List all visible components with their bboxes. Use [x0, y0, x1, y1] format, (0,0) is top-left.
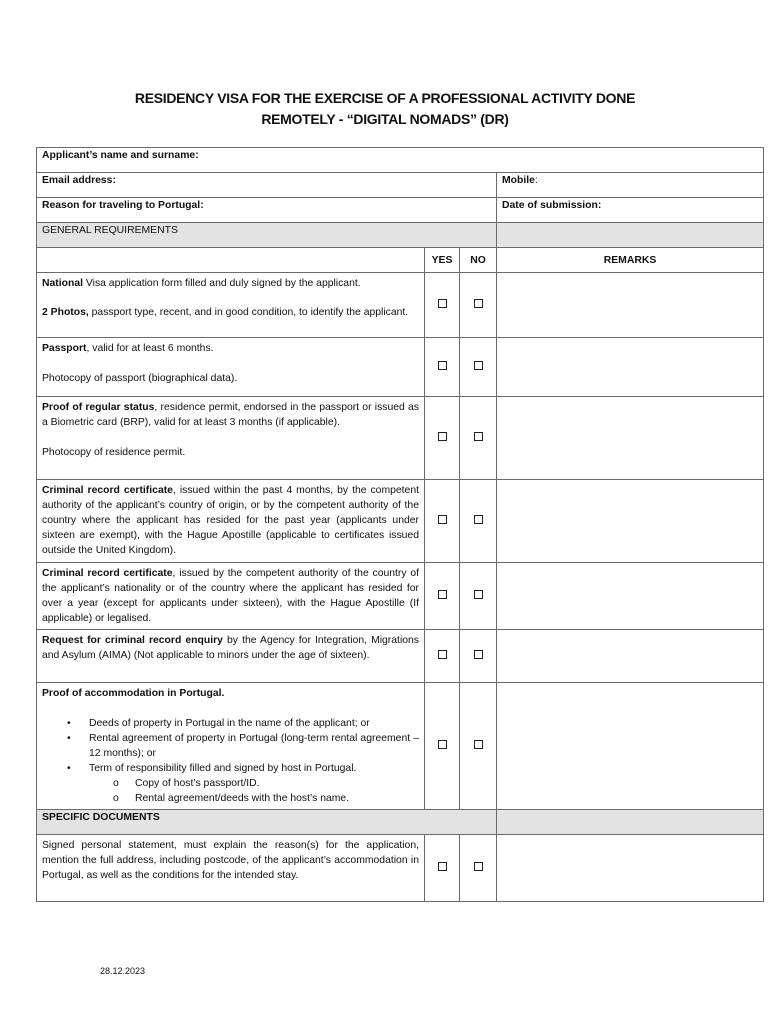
req-heading: Proof of accommodation in Portugal.	[42, 688, 225, 699]
no-checkbox[interactable]	[474, 515, 483, 524]
yes-checkbox[interactable]	[438, 361, 447, 370]
no-checkbox-cell[interactable]	[460, 273, 497, 338]
req-bold: 2 Photos,	[42, 307, 89, 318]
yes-checkbox-cell[interactable]	[425, 273, 460, 338]
yes-checkbox-cell[interactable]	[425, 683, 460, 810]
requirement-text	[37, 835, 425, 902]
document-title	[0, 88, 770, 130]
requirement-text	[37, 480, 425, 563]
yes-checkbox[interactable]	[438, 862, 447, 871]
yes-checkbox[interactable]	[438, 590, 447, 599]
yes-checkbox-cell[interactable]	[425, 835, 460, 902]
reason-field[interactable]	[37, 198, 497, 223]
remarks-field[interactable]	[497, 397, 764, 480]
no-checkbox[interactable]	[474, 650, 483, 659]
yes-checkbox[interactable]	[438, 650, 447, 659]
requirement-row-criminal-record-nationality	[37, 563, 764, 630]
column-no: NO	[460, 248, 497, 273]
list-item: • Deeds of property in Portugal in the name of the applicant; or	[89, 716, 419, 731]
requirement-text	[37, 397, 425, 480]
req-text: Photocopy of passport (biographical data).	[42, 373, 238, 384]
no-checkbox[interactable]	[474, 862, 483, 871]
requirement-text	[37, 563, 425, 630]
req-bold: Criminal record certificate	[42, 568, 173, 579]
yes-checkbox-cell[interactable]	[425, 480, 460, 563]
requirement-row-passport	[37, 338, 764, 397]
yes-checkbox-cell[interactable]	[425, 563, 460, 630]
general-requirements-header	[37, 223, 764, 248]
remarks-field[interactable]	[497, 480, 764, 563]
list-item: • Rental agreement of property in Portugal (long-term rental agreement – 12 months); or	[89, 731, 419, 761]
req-text: , valid for at least 6 months.	[86, 343, 214, 354]
requirement-row-accommodation	[37, 683, 764, 810]
yes-checkbox[interactable]	[438, 299, 447, 308]
no-checkbox-cell[interactable]	[460, 630, 497, 683]
applicant-name-field[interactable]	[37, 148, 764, 173]
no-checkbox[interactable]	[474, 361, 483, 370]
sub-list-item: o Copy of host’s passport/ID.	[135, 776, 419, 791]
requirement-row-personal-statement	[37, 835, 764, 902]
column-header-blank	[37, 248, 425, 273]
footer-date: 28.12.2023	[100, 966, 146, 976]
requirement-text	[37, 630, 425, 683]
applicant-name-label: Applicant’s name and surname:	[42, 150, 199, 161]
general-requirements-spacer	[497, 223, 764, 248]
title-line-1: RESIDENCY VISA FOR THE EXERCISE OF A PROFESSIONAL ACTIVITY DONE	[134, 90, 636, 106]
remarks-field[interactable]	[497, 835, 764, 902]
no-checkbox[interactable]	[474, 740, 483, 749]
title-line-2: REMOTELY - “DIGITAL NOMADS” (DR)	[261, 111, 509, 127]
general-requirements-label: GENERAL REQUIREMENTS	[37, 223, 497, 248]
req-text: by the Agency for Integration, Migrations and Asylum (AIMA) (Not applicable to minors under the age of sixteen).	[42, 635, 419, 661]
requirement-row-criminal-record-enquiry	[37, 630, 764, 683]
column-yes: YES	[425, 248, 460, 273]
req-text: , residence permit, endorsed in the passport or issued as a Biometric card (BRP), valid for at least 3 months (if applicable).	[42, 402, 419, 428]
req-bold: Passport	[42, 343, 87, 354]
no-checkbox[interactable]	[474, 432, 483, 441]
mobile-field[interactable]	[497, 173, 764, 198]
mobile-label: Mobile	[502, 175, 535, 186]
req-text: Signed personal statement, must explain the reason(s) for the application, mention the full address, including postcode, of the applicant’s accommodation in Portugal, as well as the conditions for the intended stay.	[42, 840, 419, 881]
no-checkbox[interactable]	[474, 299, 483, 308]
req-bold: Proof of regular status	[42, 402, 155, 413]
req-bold: Criminal record certificate	[42, 485, 173, 496]
remarks-field[interactable]	[497, 273, 764, 338]
req-text: , issued by the competent authority of the country of the applicant’s nationality or of the country where the applicant has resided for over a year (except for applicants under sixteen), with the Hague Apostille (If applicable) or legalised.	[42, 568, 420, 624]
column-header-row	[37, 248, 764, 273]
requirement-text	[37, 273, 425, 338]
no-checkbox-cell[interactable]	[460, 563, 497, 630]
no-checkbox[interactable]	[474, 590, 483, 599]
remarks-field[interactable]	[497, 338, 764, 397]
remarks-field[interactable]	[497, 630, 764, 683]
no-checkbox-cell[interactable]	[460, 480, 497, 563]
column-remarks: REMARKS	[497, 248, 764, 273]
requirement-text	[37, 683, 425, 810]
host-sublist	[89, 776, 419, 806]
email-field[interactable]	[37, 173, 497, 198]
yes-checkbox-cell[interactable]	[425, 630, 460, 683]
req-bold: National	[42, 278, 83, 289]
no-checkbox-cell[interactable]	[460, 397, 497, 480]
specific-documents-label: SPECIFIC DOCUMENTS	[37, 810, 497, 835]
requirement-row-application-form	[37, 273, 764, 338]
yes-checkbox-cell[interactable]	[425, 338, 460, 397]
date-field[interactable]	[497, 198, 764, 223]
yes-checkbox-cell[interactable]	[425, 397, 460, 480]
list-item	[89, 761, 419, 806]
requirements-table	[36, 147, 764, 902]
req-bold: Request for criminal record enquiry	[42, 635, 223, 646]
specific-documents-spacer	[497, 810, 764, 835]
req-text: passport type, recent, and in good condition, to identify the applicant.	[88, 307, 409, 318]
req-text: Photocopy of residence permit.	[42, 447, 186, 458]
email-mobile-row	[37, 173, 764, 198]
email-label: Email address:	[42, 175, 116, 186]
req-text: , issued within the past 4 months, by the competent authority of the applicant’s country of origin, or by the competent authority of the country where the applicant has resided for the past year (applicants under sixteen are exempt), with the Hague Apostille (applicable to certificates issued outside the United Kingdom).	[42, 485, 420, 556]
requirement-row-criminal-record-origin	[37, 480, 764, 563]
list-item-text: Term of responsibility filled and signed by host in Portugal.	[89, 763, 357, 774]
specific-documents-header	[37, 810, 764, 835]
reason-date-row	[37, 198, 764, 223]
remarks-field[interactable]	[497, 563, 764, 630]
req-text: Visa application form filled and duly signed by the applicant.	[83, 278, 361, 289]
requirement-row-regular-status	[37, 397, 764, 480]
reason-label: Reason for traveling to Portugal:	[42, 200, 204, 211]
applicant-name-row	[37, 148, 764, 173]
yes-checkbox[interactable]	[438, 515, 447, 524]
accommodation-list	[42, 716, 419, 806]
yes-checkbox[interactable]	[438, 432, 447, 441]
remarks-field[interactable]	[497, 683, 764, 810]
mobile-colon: :	[534, 175, 538, 186]
sub-list-item: o Rental agreement/deeds with the host’s name.	[135, 791, 419, 806]
no-checkbox-cell[interactable]	[460, 338, 497, 397]
no-checkbox-cell[interactable]	[460, 683, 497, 810]
yes-checkbox[interactable]	[438, 740, 447, 749]
no-checkbox-cell[interactable]	[460, 835, 497, 902]
date-label: Date of submission:	[502, 200, 602, 211]
requirement-text	[37, 338, 425, 397]
